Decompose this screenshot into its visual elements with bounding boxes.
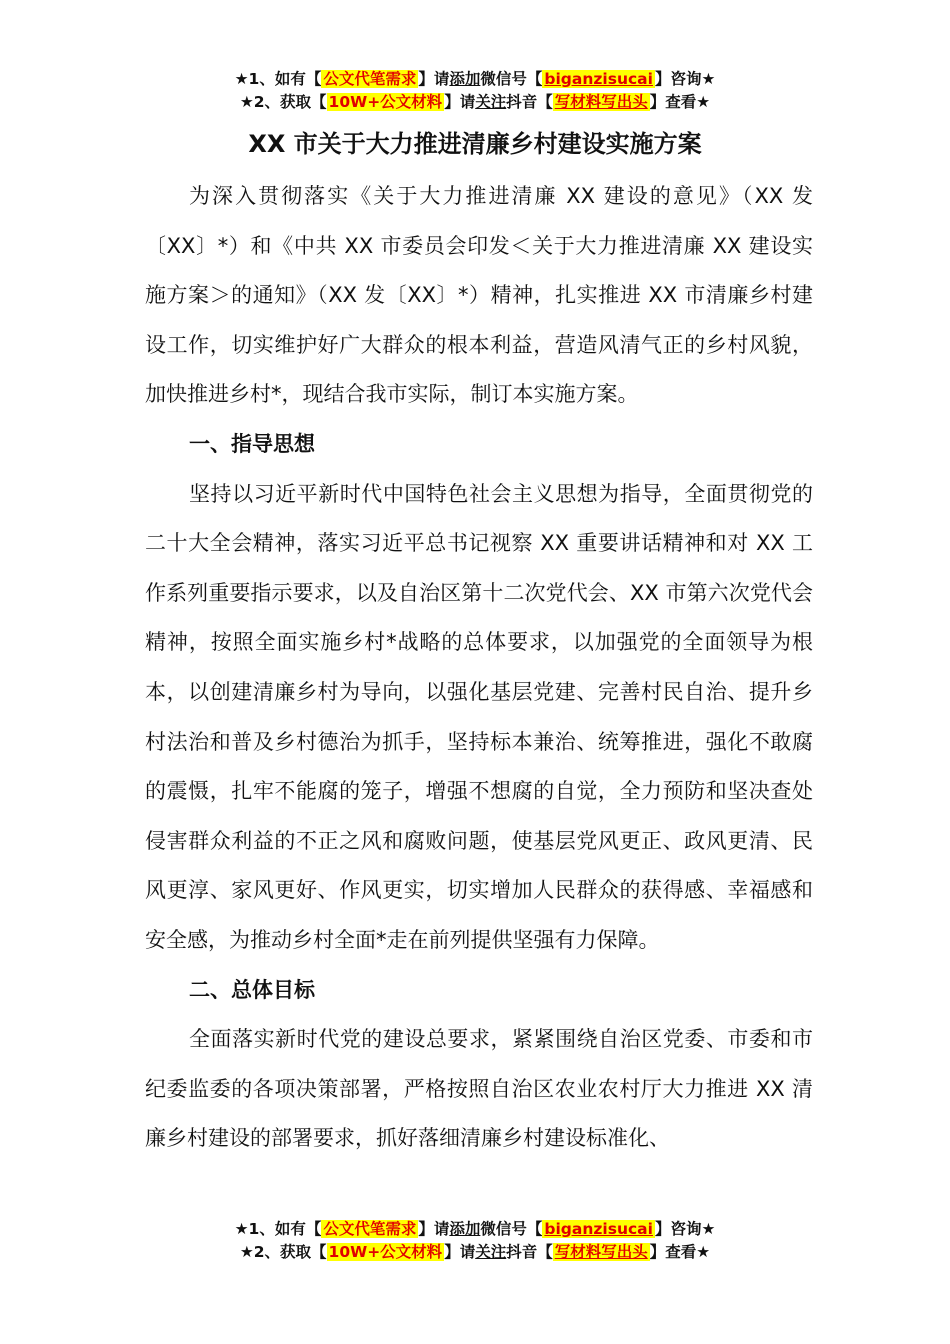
star-icon: ★ — [701, 1220, 716, 1238]
banner-text: 1、如有【 — [248, 70, 322, 88]
banner-text: 微信号【 — [480, 70, 543, 88]
banner-underlined: 添加 — [449, 1220, 481, 1238]
banner-line-2 — [0, 1241, 950, 1264]
banner-underlined: 添加 — [449, 70, 481, 88]
document-body — [145, 172, 813, 1164]
douyin-account-link[interactable]: 写材料写出头 — [554, 1243, 648, 1261]
star-icon: ★ — [239, 1243, 254, 1261]
banner-text: 】查看 — [649, 1243, 697, 1261]
banner-text: 2、获取【 — [253, 1243, 327, 1261]
banner-text: 】咨询 — [654, 70, 702, 88]
star-icon: ★ — [696, 93, 711, 111]
intro-paragraph: 为深入贯彻落实《关于大力推进清廉 XX 建设的意见》（XX 发〔XX〕*）和《中共 XX 市委员会印发＜关于大力推进清廉 XX 建设实施方案＞的通知》（XX 发〔XX〕*）精神，扎实推进 XX 市清廉乡村建设工作，切实维护好广大群众的根本利益，营造风清气正的乡村风貌，加快推进乡村*，现结合我市实际，制订本实施方案。 — [145, 184, 813, 407]
document-title: XX 市关于大力推进清廉乡村建设实施方案 — [248, 130, 702, 158]
footer-banner — [0, 1218, 950, 1264]
banner-text: 】请 — [418, 1220, 450, 1238]
header-banner — [0, 68, 950, 114]
highlight-service: 公文代笔需求 — [323, 1220, 417, 1238]
highlight-service: 公文代笔需求 — [323, 70, 417, 88]
banner-text: 】咨询 — [654, 1220, 702, 1238]
banner-text: 】请 — [444, 1243, 476, 1261]
guiding-thought-paragraph: 坚持以习近平新时代中国特色社会主义思想为指导，全面贯彻党的二十大全会精神，落实习近平总书记视察 XX 重要讲话精神和对 XX 工作系列重要指示要求，以及自治区第十二次党代会、XX 市第六次党代会精神，按照全面实施乡村*战略的总体要求，以加强党的全面领导为根本，以创建清廉乡村为导向，以强化基层党建、完善村民自治、提升乡村法治和普及乡村德治为抓手，坚持标本兼治、统筹推进，强化不敢腐的震慑，扎牢不能腐的笼子，增强不想腐的自觉，全力预防和坚决查处侵害群众利益的不正之风和腐败问题，使基层党风更正、政风更清、民风更淳、家风更好、作风更实，切实增加人民群众的获得感、幸福感和安全感，为推动乡村全面*走在前列提供坚强有力保障。 — [145, 481, 813, 952]
banner-line-1 — [0, 1218, 950, 1241]
section-heading-overall-goals: 二、总体目标 — [189, 977, 315, 1002]
banner-text: 2、获取【 — [253, 93, 327, 111]
wechat-id-link[interactable]: biganzisucai — [544, 1220, 653, 1238]
star-icon: ★ — [701, 70, 716, 88]
star-icon: ★ — [234, 1220, 249, 1238]
banner-text: 】请 — [444, 93, 476, 111]
wechat-id-link[interactable]: biganzisucai — [544, 70, 653, 88]
banner-text: 1、如有【 — [248, 1220, 322, 1238]
banner-underlined: 关注 — [475, 93, 507, 111]
banner-text: 】请 — [418, 70, 450, 88]
banner-text: 抖音【 — [506, 1243, 553, 1261]
overall-goals-paragraph: 全面落实新时代党的建设总要求，紧紧围绕自治区党委、市委和市纪委监委的各项决策部署，严格按照自治区农业农村厅大力推进 XX 清廉乡村建设的部署要求，抓好落细清廉乡村建设标准化、 — [145, 1027, 813, 1151]
douyin-account-link[interactable]: 写材料写出头 — [554, 93, 648, 111]
section-heading-guiding-thought: 一、指导思想 — [189, 431, 315, 456]
highlight-materials: 10W+公文材料 — [328, 1243, 443, 1261]
star-icon: ★ — [239, 93, 254, 111]
star-icon: ★ — [234, 70, 249, 88]
banner-text: 抖音【 — [506, 93, 553, 111]
banner-line-1 — [0, 68, 950, 91]
banner-underlined: 关注 — [475, 1243, 507, 1261]
banner-text: 】查看 — [649, 93, 697, 111]
banner-line-2 — [0, 91, 950, 114]
banner-text: 微信号【 — [480, 1220, 543, 1238]
highlight-materials: 10W+公文材料 — [328, 93, 443, 111]
star-icon: ★ — [696, 1243, 711, 1261]
